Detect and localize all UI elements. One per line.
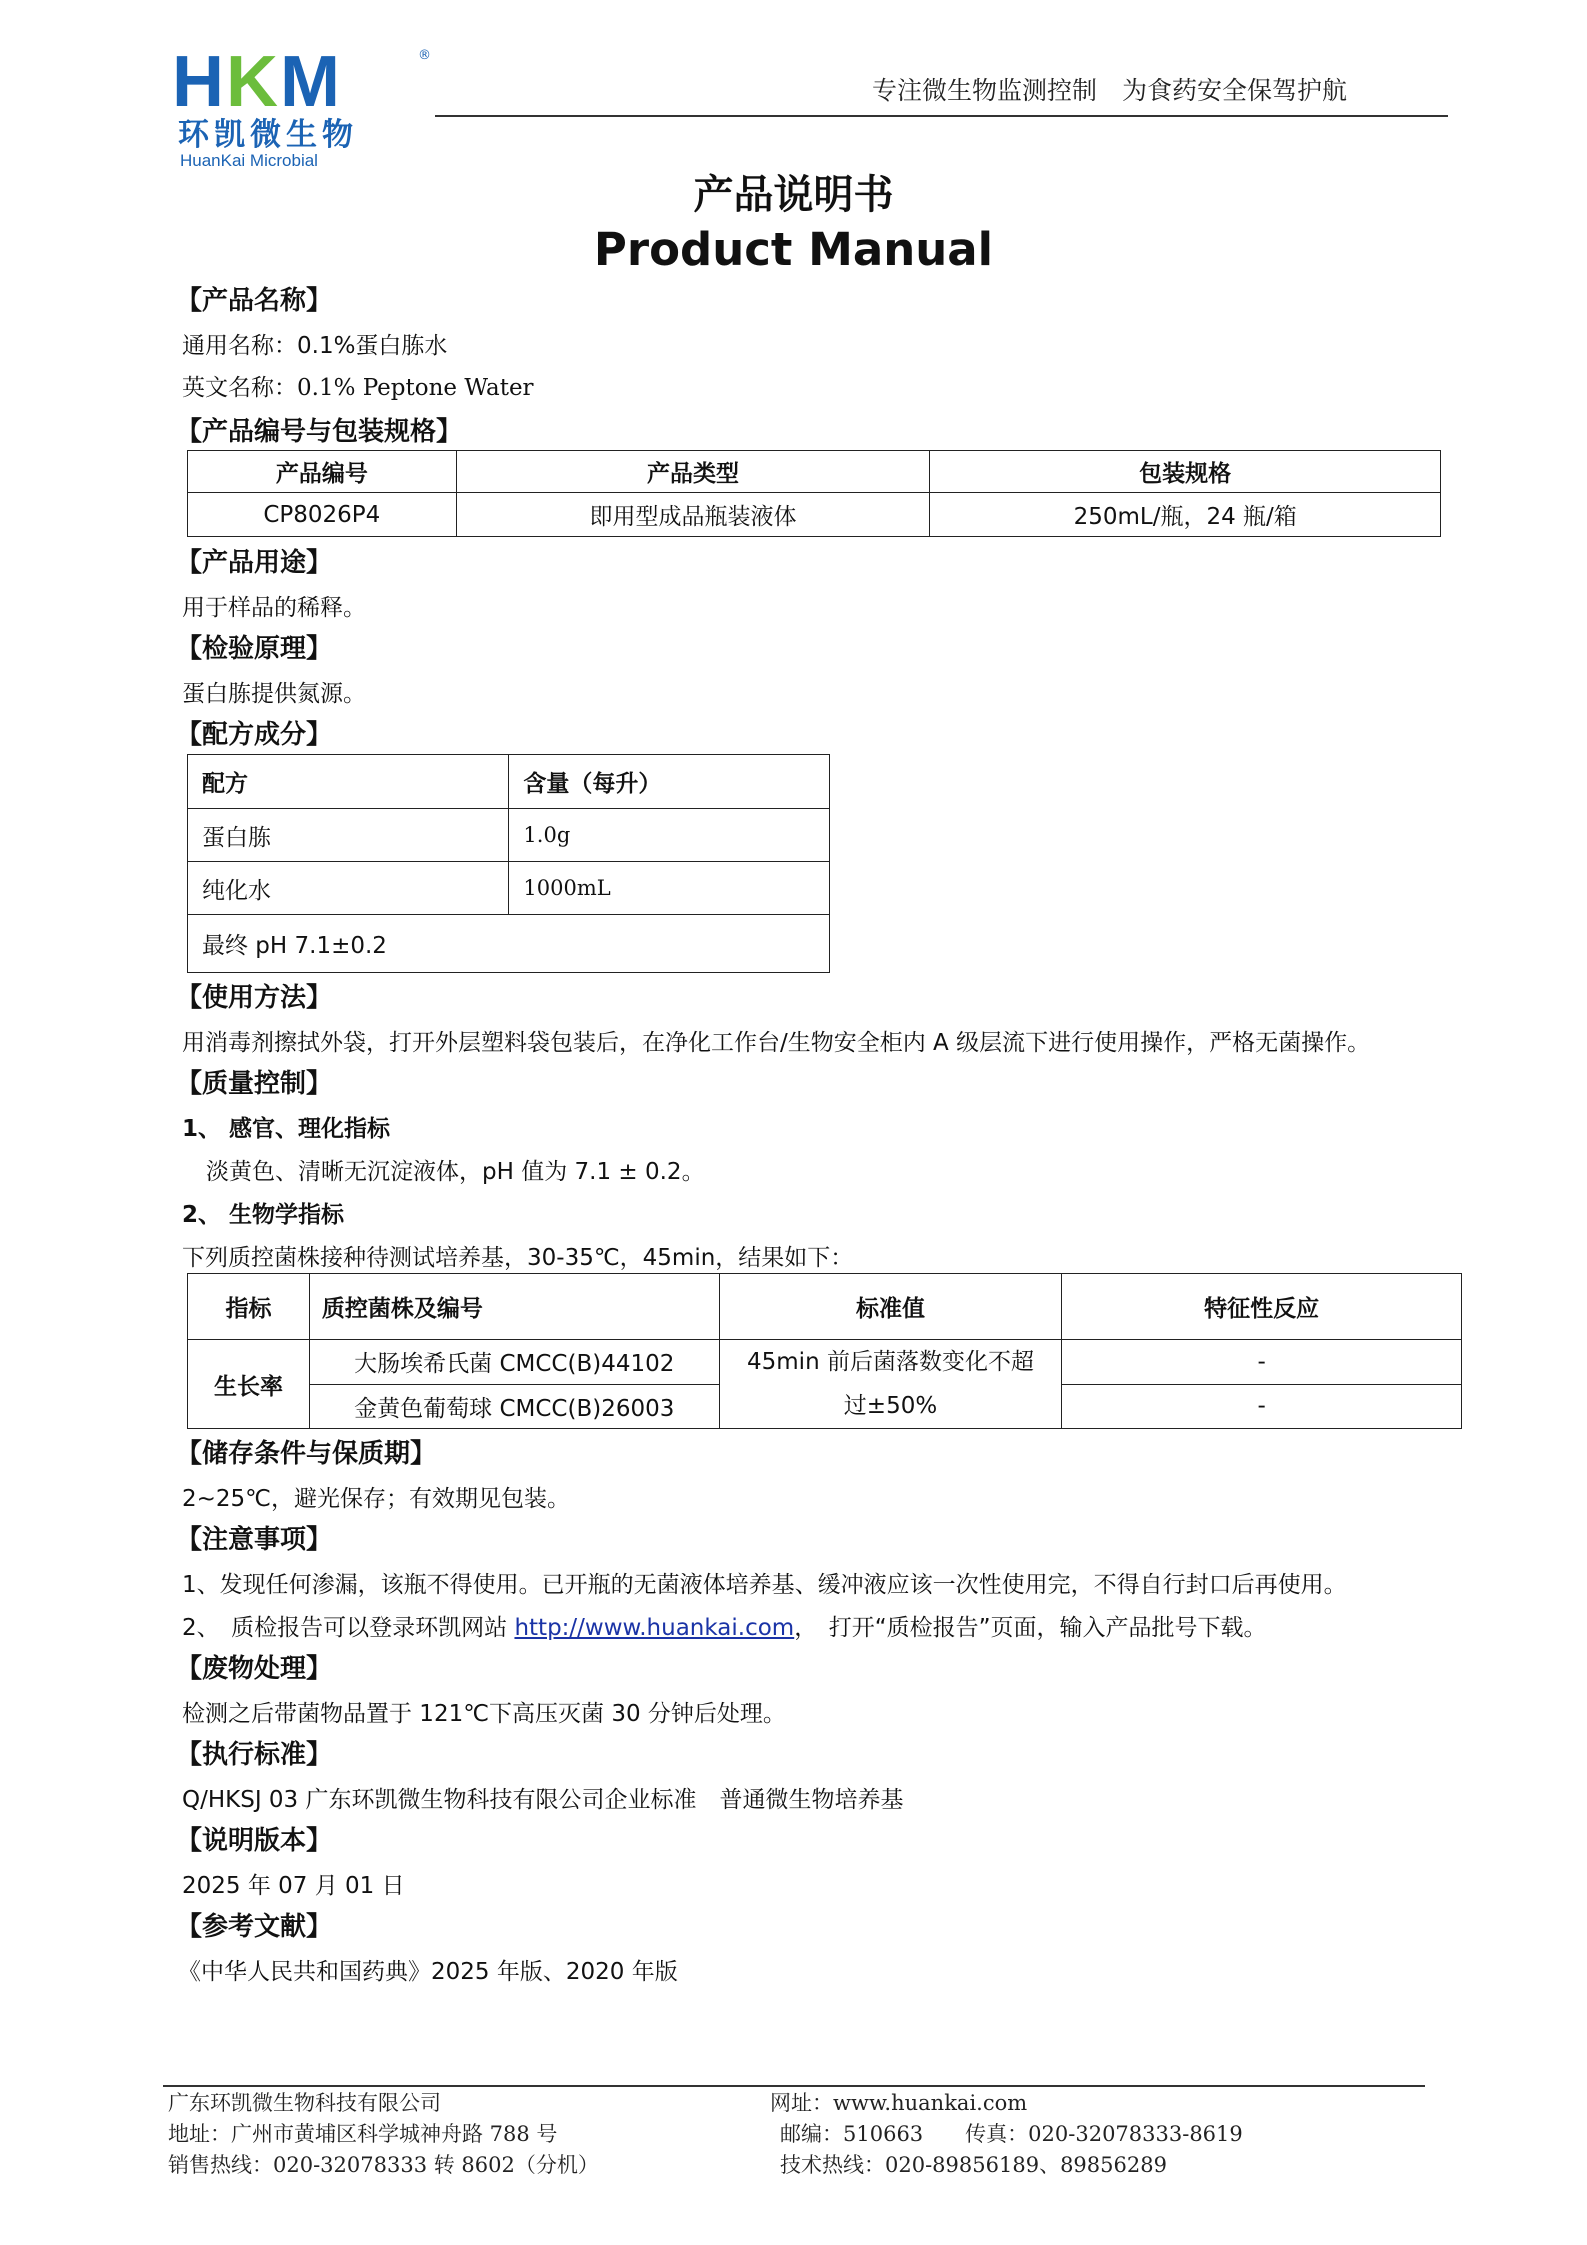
header-divider	[435, 115, 1448, 117]
footer-tech-hotline: 技术热线：020-89856189、89856289	[780, 2153, 1167, 2177]
section-heading-formula: 【配方成分】	[176, 720, 333, 750]
indicator-cell: 生长率	[188, 1340, 310, 1429]
packaging-table	[187, 450, 1441, 537]
footer-company: 广东环凯微生物科技有限公司	[168, 2091, 441, 2115]
standard-text: Q/HKSJ 03 广东环凯微生物科技有限公司企业标准 普通微生物培养基	[182, 1787, 904, 1813]
section-heading-principle: 【检验原理】	[176, 634, 333, 664]
section-heading-notes: 【注意事项】	[176, 1525, 333, 1555]
header-slogan: 专注微生物监测控制 为食药安全保驾护航	[872, 76, 1348, 105]
company-logo	[172, 42, 432, 170]
section-heading-qc: 【质量控制】	[176, 1069, 333, 1099]
strain-cell: 大肠埃希氏菌 CMCC(B)44102	[309, 1340, 719, 1385]
qc-item2-title: 2、 生物学指标	[182, 1202, 345, 1228]
section-heading-packaging: 【产品编号与包装规格】	[176, 417, 463, 447]
qc-table	[187, 1273, 1462, 1429]
column-header: 含量（每升）	[509, 755, 830, 809]
column-header: 特征性反应	[1062, 1274, 1462, 1340]
section-heading-storage: 【储存条件与保质期】	[176, 1439, 437, 1469]
section-heading-standard: 【执行标准】	[176, 1740, 333, 1770]
footer-address: 地址：广州市黄埔区科学城神舟路 788 号	[168, 2122, 558, 2146]
logo-chinese-name: 环凯微生物	[178, 117, 358, 153]
table-header-row	[188, 451, 1441, 493]
note-item-2	[182, 1612, 1267, 1644]
column-header: 包装规格	[930, 451, 1441, 493]
note-item-2-prefix: 2、 质检报告可以登录环凯网站	[182, 1615, 515, 1641]
column-header: 质控菌株及编号	[309, 1274, 719, 1340]
table-row	[188, 862, 830, 915]
section-heading-method: 【使用方法】	[176, 983, 333, 1013]
logo-registered-mark: ®	[418, 48, 431, 63]
strain-cell: 金黄色葡萄球 CMCC(B)26003	[309, 1384, 719, 1429]
section-heading-version: 【说明版本】	[176, 1826, 333, 1856]
common-name: 通用名称：0.1%蛋白胨水	[182, 333, 448, 359]
standard-value-cell	[719, 1340, 1062, 1429]
references-text: 《中华人民共和国药典》2025 年版、2020 年版	[178, 1959, 678, 1985]
note-item-1: 1、发现任何渗漏，该瓶不得使用。已开瓶的无菌液体培养基、缓冲液应该一次性使用完，不得自行封口后再使用。	[182, 1572, 1347, 1598]
product-type-cell: 即用型成品瓶装液体	[456, 493, 930, 537]
standard-value-line: 过±50%	[843, 1393, 938, 1419]
table-row	[188, 809, 830, 862]
amount-cell: 1000mL	[509, 862, 830, 915]
amount-cell: 1.0g	[509, 809, 830, 862]
footer-divider	[163, 2085, 1425, 2087]
logo-english-name: HuanKai Microbial	[180, 151, 318, 170]
website-link[interactable]: http://www.huankai.com	[514, 1615, 795, 1641]
principle-text: 蛋白胨提供氮源。	[182, 681, 366, 707]
page-title-en: Product Manual	[593, 223, 994, 276]
column-header: 产品类型	[456, 451, 930, 493]
footer-website[interactable]: 网址：www.huankai.com	[770, 2091, 1028, 2115]
reaction-cell: -	[1062, 1340, 1462, 1385]
reaction-cell: -	[1062, 1384, 1462, 1429]
package-spec-cell: 250mL/瓶，24 瓶/箱	[930, 493, 1441, 537]
footer-sales-hotline: 销售热线：020-32078333 转 8602（分机）	[168, 2153, 599, 2177]
column-header: 配方	[188, 755, 509, 809]
section-heading-usage: 【产品用途】	[176, 548, 333, 578]
column-header: 指标	[188, 1274, 310, 1340]
section-heading-references: 【参考文献】	[176, 1912, 333, 1942]
formula-table	[187, 754, 830, 973]
ingredient-cell: 纯化水	[188, 862, 509, 915]
footer-postcode-fax: 邮编：510663 传真：020-32078333-8619	[780, 2122, 1243, 2146]
qc-item1-title: 1、 感官、理化指标	[182, 1116, 391, 1142]
table-header-row	[188, 1274, 1462, 1340]
note-item-2-suffix: ， 打开“质检报告”页面，输入产品批号下载。	[794, 1615, 1267, 1641]
table-row	[188, 915, 830, 973]
column-header: 标准值	[719, 1274, 1062, 1340]
qc-item1-text: 淡黄色、清晰无沉淀液体，pH 值为 7.1 ± 0.2。	[206, 1159, 705, 1185]
english-name: 英文名称：0.1% Peptone Water	[182, 375, 534, 401]
table-row	[188, 1340, 1462, 1385]
logo-mark: HKM	[172, 42, 342, 122]
final-ph-cell: 最终 pH 7.1±0.2	[188, 915, 830, 973]
standard-value-line: 45min 前后菌落数变化不超	[747, 1349, 1034, 1375]
disposal-text: 检测之后带菌物品置于 121℃下高压灭菌 30 分钟后处理。	[182, 1701, 786, 1727]
method-text: 用消毒剂擦拭外袋，打开外层塑料袋包装后，在净化工作台/生物安全柜内 A 级层流下进行使用操作，严格无菌操作。	[182, 1030, 1371, 1056]
table-row	[188, 493, 1441, 537]
ingredient-cell: 蛋白胨	[188, 809, 509, 862]
table-header-row	[188, 755, 830, 809]
usage-text: 用于样品的稀释。	[182, 595, 366, 621]
section-heading-disposal: 【废物处理】	[176, 1654, 333, 1684]
page-title-cn: 产品说明书	[693, 172, 894, 218]
product-code-cell: CP8026P4	[188, 493, 457, 537]
version-text: 2025 年 07 月 01 日	[182, 1873, 405, 1899]
storage-text: 2~25℃，避光保存；有效期见包装。	[182, 1486, 571, 1512]
section-heading-product-name: 【产品名称】	[176, 286, 333, 316]
column-header: 产品编号	[188, 451, 457, 493]
qc-item2-intro: 下列质控菌株接种待测试培养基，30-35℃，45min，结果如下：	[182, 1245, 854, 1271]
